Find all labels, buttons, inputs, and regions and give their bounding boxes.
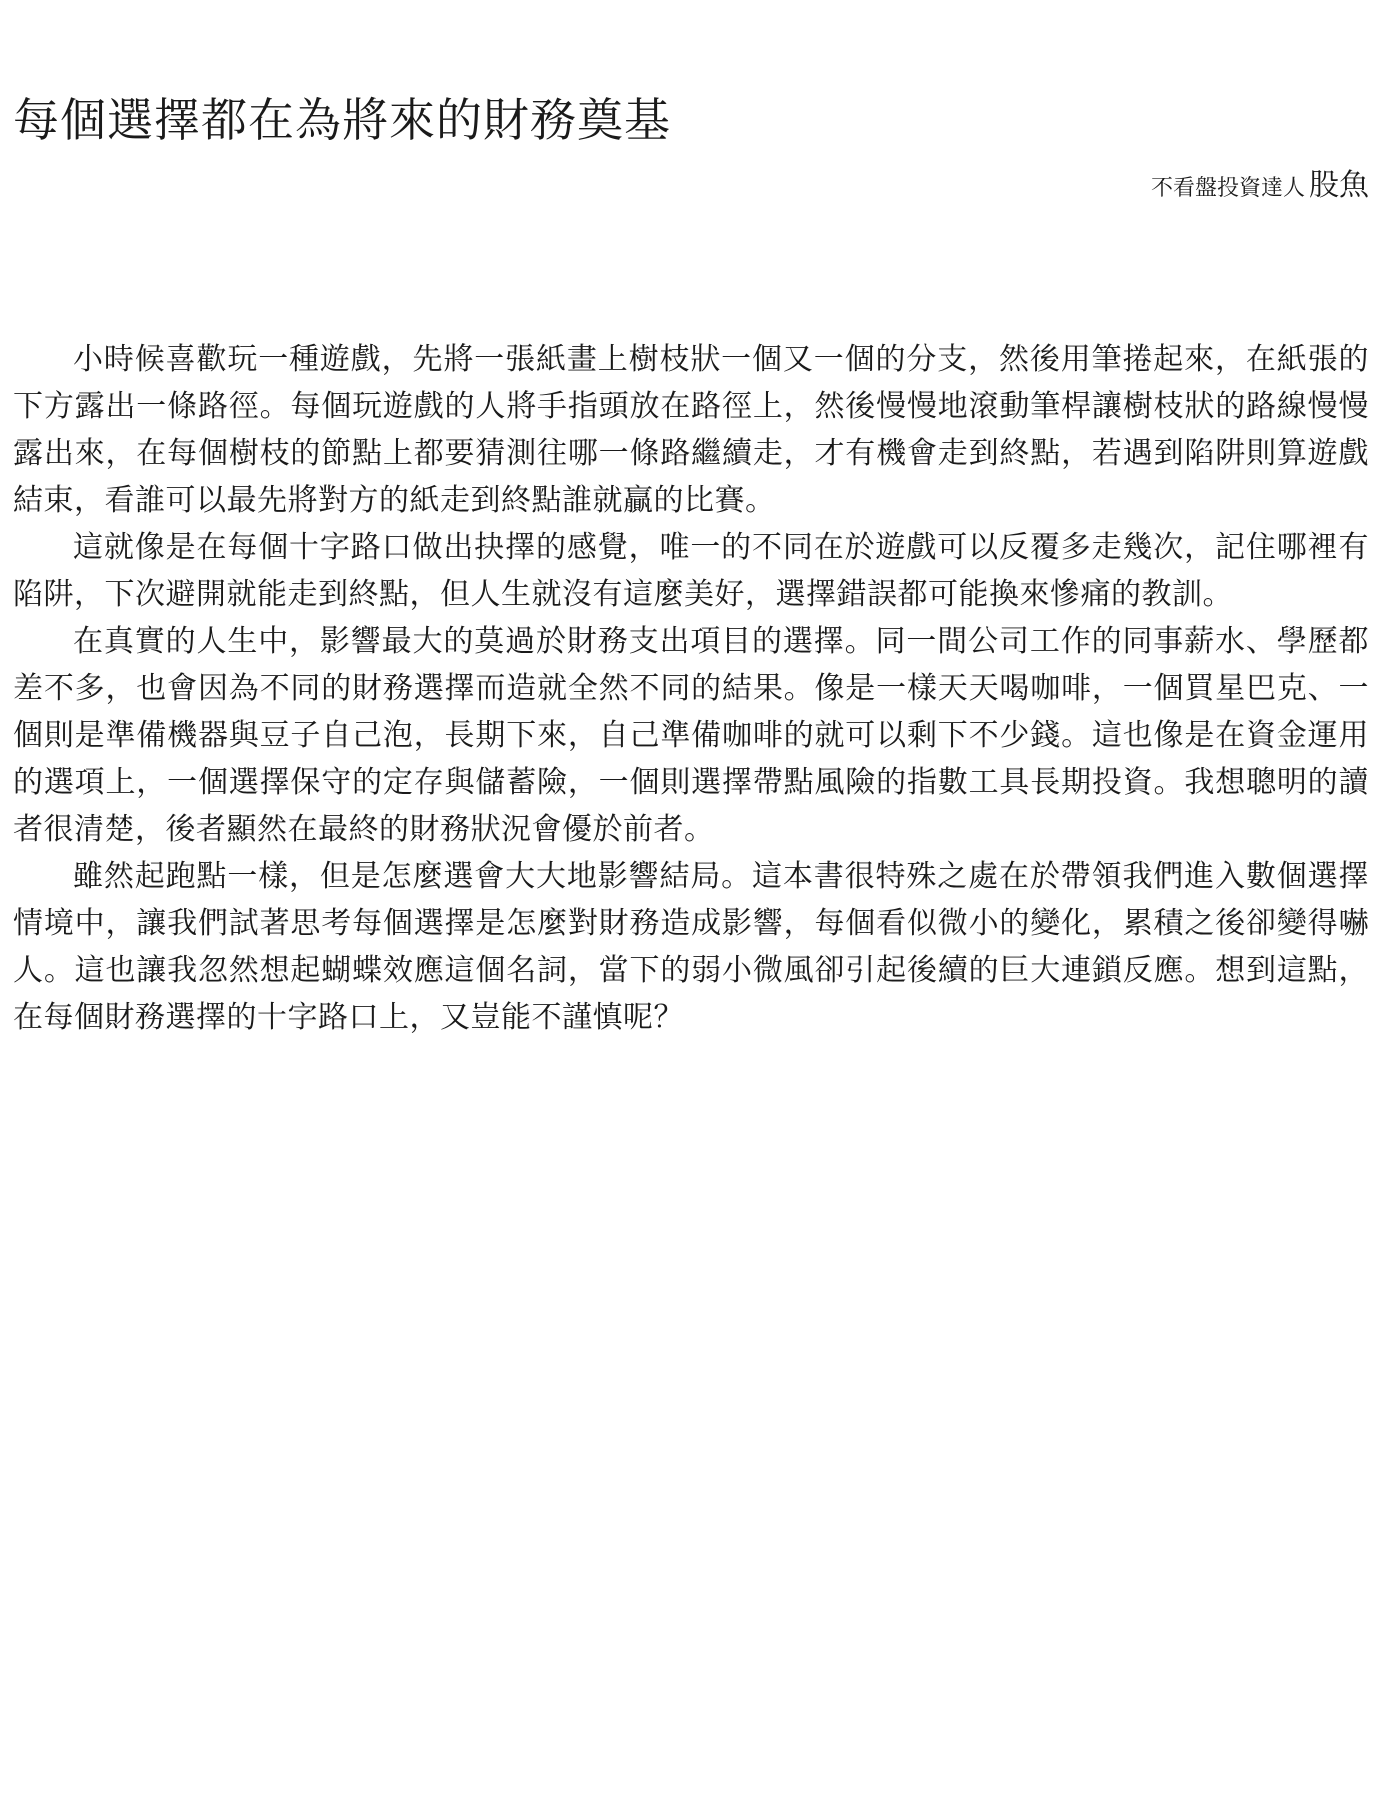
article-title: 每個選擇都在為將來的財務奠基 (13, 93, 671, 147)
paragraph: 雖然起跑點一樣，但是怎麼選會大大地影響結局。這本書很特殊之處在於帶領我們進入數個選擇情境中，讓我們試著思考每個選擇是怎麼對財務造成影響，每個看似微小的變化，累積之後卻變得嚇人。這也讓我忽然想起蝴蝶效應這個名詞，當下的弱小微風卻引起後續的巨大連鎖反應。想到這點，在每個財務選擇的十字路口上，又豈能不謹慎呢？ (13, 859, 1369, 1035)
paragraph: 這就像是在每個十字路口做出抉擇的感覺，唯一的不同在於遊戲可以反覆多走幾次，記住哪裡有陷阱，下次避開就能走到終點，但人生就沒有這麼美好，選擇錯誤都可能換來慘痛的教訓。 (13, 530, 1369, 612)
author-byline (1151, 166, 1369, 210)
paragraph: 在真實的人生中，影響最大的莫過於財務支出項目的選擇。同一間公司工作的同事薪水、學歷都差不多，也會因為不同的財務選擇而造就全然不同的結果。像是一樣天天喝咖啡，一個買星巴克、一個則是準備機器與豆子自己泡，長期下來，自己準備咖啡的就可以剩下不少錢。這也像是在資金運用的選項上，一個選擇保守的定存與儲蓄險，一個則選擇帶點風險的指數工具長期投資。我想聰明的讀者很清楚，後者顯然在最終的財務狀況會優於前者。 (13, 624, 1369, 847)
paragraph: 小時候喜歡玩一種遊戲，先將一張紙畫上樹枝狀一個又一個的分支，然後用筆捲起來，在紙張的下方露出一條路徑。每個玩遊戲的人將手指頭放在路徑上，然後慢慢地滾動筆桿讓樹枝狀的路線慢慢露出來，在每個樹枝的節點上都要猜測往哪一條路繼續走，才有機會走到終點，若遇到陷阱則算遊戲結束，看誰可以最先將對方的紙走到終點誰就贏的比賽。 (13, 342, 1369, 518)
author-role: 不看盤投資達人 (1150, 176, 1305, 201)
author-name: 股魚 (1309, 168, 1369, 203)
article-body (13, 336, 1369, 1041)
